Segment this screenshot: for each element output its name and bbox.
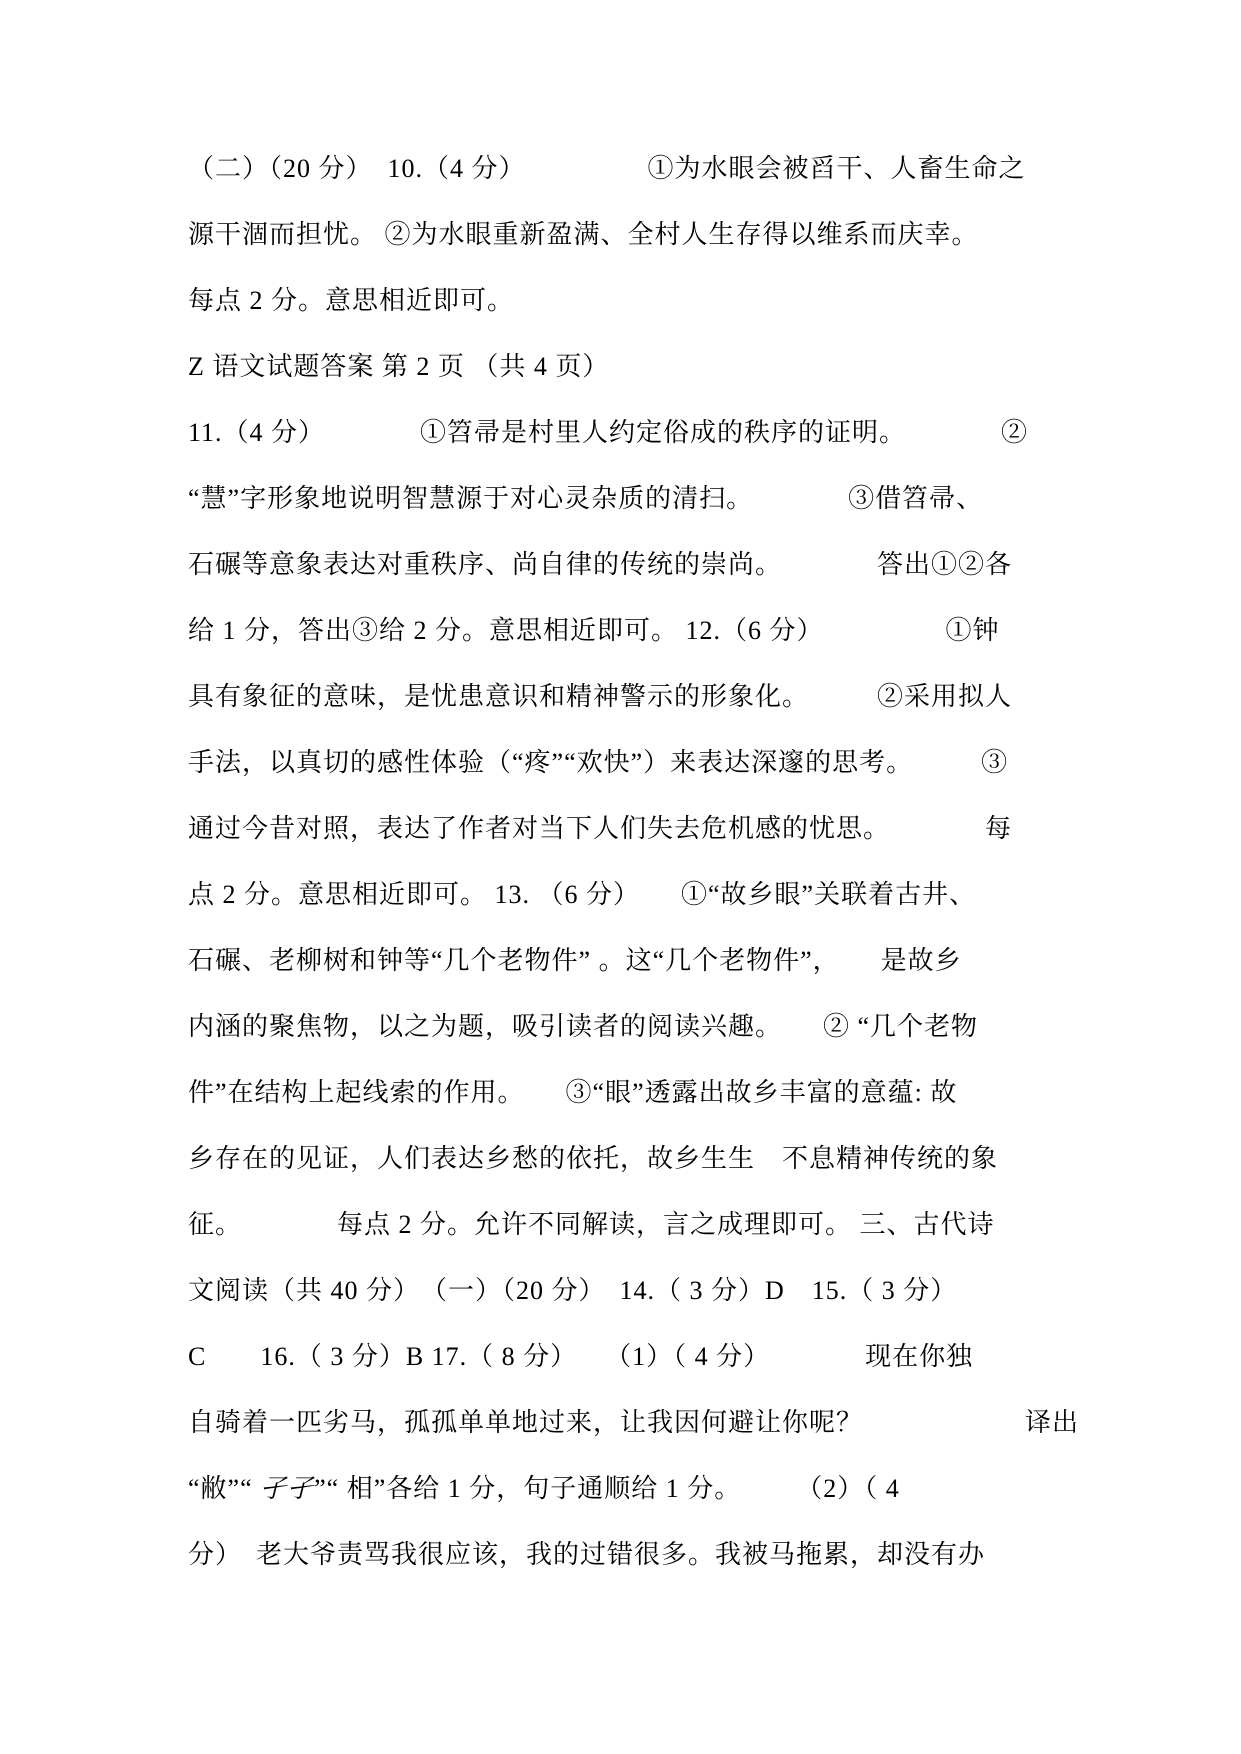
line-13 (188, 928, 1073, 994)
text-segment: 乡存在的见证，人们表达乡愁的依托，故乡生生 不息精神传统的象 (188, 1144, 999, 1173)
text-segment: C 16.（ 3 分）B 17.（ 8 分） （1）（ 4 分） 现在你独 (188, 1342, 974, 1371)
line-6 (188, 466, 1073, 532)
text-segment: “慧”字形象地说明智慧源于对心灵杂质的清扫。 ③借笤帚、 (188, 484, 984, 513)
text-segment: 通过今昔对照，表达了作者对当下人们失去危机感的忧思。 每 (188, 814, 1013, 843)
text-segment: 具有象征的意味，是忧患意识和精神警示的形象化。 ②采用拟人 (188, 682, 1013, 711)
line-8 (188, 598, 1073, 664)
text-segment: 件”在结构上起线索的作用。 ③“眼”透露出故乡丰富的意蕴: 故 (188, 1078, 958, 1107)
text-segment: 源干涸而担忧。 ②为水眼重新盈满、全村人生存得以维系而庆幸。 (188, 220, 979, 249)
text-segment: 每点 2 分。意思相近即可。 (188, 286, 515, 315)
text-segment: “敝”“ (188, 1474, 261, 1503)
line-14 (188, 994, 1073, 1060)
line-18 (188, 1258, 1073, 1324)
text-segment: 自骑着一匹劣马，孤孤单单地过来，让我因何避让你呢？ 译出 (188, 1408, 1080, 1437)
line-22 (188, 1522, 1073, 1588)
line-20 (188, 1390, 1080, 1456)
text-segment: 手法，以真切的感性体验（“疼”“欢快”）来表达深邃的思考。 ③ (188, 748, 1009, 777)
text-segment: 征。 每点 2 分。允许不同解读，言之成理即可。 三、古代诗 (188, 1210, 995, 1239)
line-12 (188, 862, 1073, 928)
line-1 (188, 136, 1073, 202)
line-9 (188, 664, 1073, 730)
line-11 (188, 796, 1073, 862)
text-segment: （二）（20 分） 10.（4 分） ①为水眼会被舀干、人畜生命之 (188, 154, 1026, 183)
text-segment: Z 语文试题答案 第 2 页 （共 4 页） (188, 352, 610, 381)
text-segment: 分） 老大爷责骂我很应该，我的过错很多。我被马拖累，却没有办 (188, 1540, 986, 1569)
text-segment: 点 2 分。意思相近即可。 13. （6 分） ①“故乡眼”关联着古井、 (188, 880, 977, 909)
line-2 (188, 202, 1073, 268)
text-segment: 文阅读（共 40 分） （一）（20 分） 14.（ 3 分）D 15.（ 3 分） (188, 1276, 958, 1305)
line-21 (188, 1456, 1073, 1522)
text-segment: 给 1 分，答出③给 2 分。意思相近即可。 12.（6 分） ①钟 (188, 616, 1000, 645)
line-17 (188, 1192, 1073, 1258)
line-10 (188, 730, 1073, 796)
text-segment: 石碾等意象表达对重秩序、尚自律的传统的崇尚。 答出①②各 (188, 550, 1013, 579)
text-segment: 石碾、老柳树和钟等“几个老物件” 。这“几个老物件”， 是故乡 (188, 946, 962, 975)
line-7 (188, 532, 1073, 598)
text-segment: 11.（4 分） ①笤帚是村里人约定俗成的秩序的证明。 ② (188, 418, 1029, 447)
page-number-line (188, 334, 1073, 400)
text-segment: 内涵的聚焦物，以之为题，吸引读者的阅读兴趣。 ② “几个老物 (188, 1012, 979, 1041)
answer-text-block (188, 136, 1080, 1588)
line-15 (188, 1060, 1073, 1126)
line-5 (188, 400, 1073, 466)
italic-text-segment: 孑孑 (260, 1474, 315, 1503)
text-segment: ”“ 相”各给 1 分，句子通顺给 1 分。 （2）（ 4 (314, 1474, 900, 1503)
line-3 (188, 268, 1073, 334)
line-19 (188, 1324, 1073, 1390)
line-16 (188, 1126, 1073, 1192)
